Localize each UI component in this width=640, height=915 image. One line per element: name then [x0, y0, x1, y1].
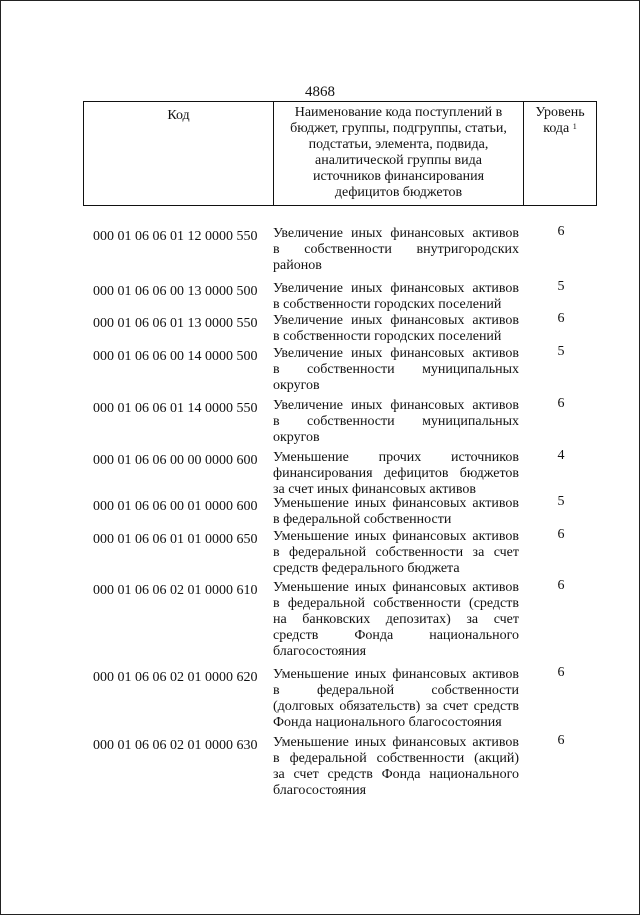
row-name-line: Фонда национального благосостояния [273, 715, 502, 730]
row-code: 000 01 06 06 02 01 0000 620 [93, 670, 258, 685]
table-header [83, 101, 597, 206]
row-name-line: средств Фонда национального [273, 628, 519, 643]
row-name-line: в федеральной собственности за счет [273, 545, 519, 560]
row-name [273, 529, 519, 577]
row-name-line: средств федерального бюджета [273, 561, 460, 576]
row-name-line: финансирования дефицитов бюджетов [273, 466, 519, 481]
row-name-line: Уменьшение прочих источников [273, 450, 519, 465]
row-code: 000 01 06 06 00 01 0000 600 [93, 499, 258, 514]
row-level: 6 [557, 396, 565, 411]
header-name-line: подстатьи, элемента, подвида, [308, 137, 489, 152]
row-name [273, 580, 519, 660]
row-name-line: Увеличение иных финансовых активов [273, 226, 519, 241]
level-footnote-marker: 1 [572, 122, 577, 131]
row-code: 000 01 06 06 01 01 0000 650 [93, 532, 258, 547]
row-code: 000 01 06 06 00 13 0000 500 [93, 284, 258, 299]
header-name-line: аналитической группы вида [315, 153, 482, 168]
row-name [273, 496, 519, 528]
row-name-line: Уменьшение иных финансовых активов [273, 735, 519, 750]
row-name-line: (долговых обязательств) за счет средств [273, 699, 519, 714]
row-name [273, 313, 519, 345]
row-name-line: в собственности городских поселений [273, 297, 502, 312]
row-code: 000 01 06 06 00 14 0000 500 [93, 349, 258, 364]
header-name-line: Наименование кода поступлений в [294, 105, 503, 120]
row-name [273, 735, 519, 799]
row-name [273, 450, 519, 498]
header-code-label: Код [167, 108, 190, 123]
row-name [273, 226, 519, 274]
row-level: 5 [557, 344, 565, 359]
row-name-line: в федеральной собственности [273, 512, 452, 527]
header-name-line: источников финансирования [312, 169, 485, 184]
row-name-line: Увеличение иных финансовых активов [273, 346, 519, 361]
row-level: 6 [557, 733, 565, 748]
row-level: 6 [557, 311, 565, 326]
header-name-line: бюджет, группы, подгруппы, статьи, [290, 121, 507, 136]
row-name-line: за счет иных финансовых активов [273, 482, 476, 497]
row-name-line: Уменьшение иных финансовых активов [273, 580, 519, 595]
row-name-line: Уменьшение иных финансовых активов [273, 496, 519, 511]
row-code: 000 01 06 06 01 14 0000 550 [93, 401, 258, 416]
row-level: 6 [557, 527, 565, 542]
row-level: 5 [557, 494, 565, 509]
row-code: 000 01 06 06 00 00 0000 600 [93, 453, 258, 468]
row-name-line: в федеральной собственности (акций) [273, 751, 519, 766]
header-name-line: дефицитов бюджетов [334, 185, 463, 200]
row-code: 000 01 06 06 02 01 0000 610 [93, 583, 258, 598]
row-name [273, 346, 519, 394]
row-name-line: благосостояния [273, 783, 367, 798]
row-level: 6 [557, 578, 565, 593]
row-name-line: благосостояния [273, 644, 367, 659]
row-level: 4 [557, 448, 565, 463]
header-level-line: Уровень [535, 105, 585, 120]
row-name-line: в собственности муниципальных [273, 414, 519, 429]
row-name-line: в федеральной собственности [273, 683, 519, 698]
row-name [273, 281, 519, 313]
row-level: 6 [557, 224, 565, 239]
row-name-line: Увеличение иных финансовых активов [273, 281, 519, 296]
row-code: 000 01 06 06 02 01 0000 630 [93, 738, 258, 753]
header-level-word: кода [543, 121, 570, 136]
row-name-line: в собственности городских поселений [273, 329, 502, 344]
row-name-line: округов [273, 378, 320, 393]
row-code: 000 01 06 06 01 13 0000 550 [93, 316, 258, 331]
header-level [524, 102, 596, 205]
row-level: 6 [557, 665, 565, 680]
row-name-line: за счет средств Фонда национального [273, 767, 519, 782]
row-name-line: Уменьшение иных финансовых активов [273, 667, 519, 682]
row-name [273, 667, 519, 731]
header-level-line [524, 121, 596, 137]
row-name-line: в собственности муниципальных [273, 362, 519, 377]
row-name-line: Увеличение иных финансовых активов [273, 313, 519, 328]
header-name [274, 102, 524, 205]
row-name [273, 398, 519, 446]
row-name-line: Уменьшение иных финансовых активов [273, 529, 519, 544]
row-name-line: на банковских депозитах) за счет [273, 612, 519, 627]
header-code [84, 102, 274, 205]
page-number: 4868 [305, 84, 335, 100]
row-name-line: Увеличение иных финансовых активов [273, 398, 519, 413]
row-name-line: районов [273, 258, 322, 273]
row-level: 5 [557, 279, 565, 294]
row-name-line: в федеральной собственности (средств [273, 596, 519, 611]
row-name-line: округов [273, 430, 320, 445]
row-code: 000 01 06 06 01 12 0000 550 [93, 229, 258, 244]
row-name-line: в собственности внутригородских [273, 242, 519, 257]
